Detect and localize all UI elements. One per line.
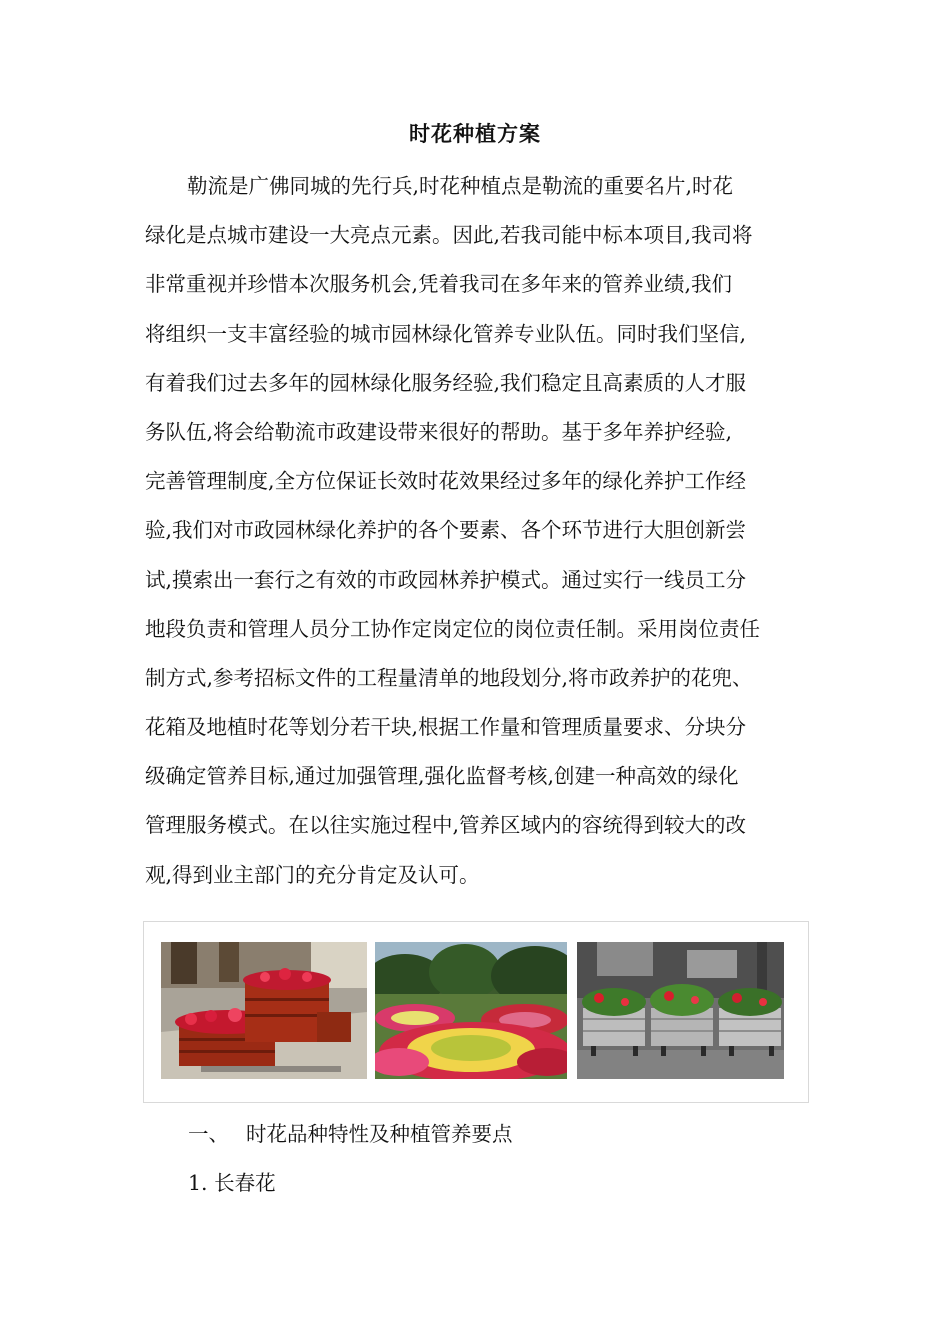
paragraph-line: 非常重视并珍惜本次服务机会,凭着我司在多年来的管养业绩,我们 <box>145 272 733 297</box>
wooden-flower-planter-photo <box>161 942 367 1079</box>
paragraph-line: 验,我们对市政园林绿化养护的各个要素、各个环节进行大胆创新尝 <box>145 518 747 543</box>
section-number: 一、 <box>188 1122 229 1146</box>
photo-strip <box>143 921 809 1103</box>
paragraph-line: 管理服务模式。在以往实施过程中,管养区域内的容统得到较大的改 <box>145 813 747 838</box>
paragraph-line: 制方式,参考招标文件的工程量清单的地段划分,将市政养护的花兜、 <box>145 665 753 690</box>
paragraph-line: 绿化是点城市建设一大亮点元素。因此,若我司能中标本项目,我司将 <box>145 223 753 248</box>
paragraph-line: 花箱及地植时花等划分若干块,根据工作量和管理质量要求、分块分 <box>145 715 747 740</box>
paragraph-line: 有着我们过去多年的园林绿化服务经验,我们稳定且高素质的人才服 <box>145 370 747 395</box>
paragraph-line: 级确定管养目标,通过加强管理,强化监督考核,创建一种高效的绿化 <box>145 764 739 789</box>
street-planter-boxes-photo <box>577 942 784 1079</box>
paragraph-line: 试,摸索出一套行之有效的市政园林养护模式。通过实行一线员工分 <box>145 567 747 592</box>
intro-paragraph <box>145 162 813 900</box>
paragraph-line: 完善管理制度,全方位保证长效时花效果经过多年的绿化养护工作经 <box>145 469 747 494</box>
paragraph-line: 务队伍,将会给勒流市政建设带来很好的帮助。基于多年养护经验, <box>145 419 733 444</box>
paragraph-line: 观,得到业主部门的充分肯定及认可。 <box>145 862 480 887</box>
subsection-heading-1-1: 1. 长春花 <box>188 1171 276 1195</box>
section-heading-1 <box>188 1117 513 1147</box>
paragraph-line: 勒流是广佛同城的先行兵,时花种植点是勒流的重要名片,时花 <box>187 174 734 198</box>
paragraph-line: 地段负责和管理人员分工协作定岗定位的岗位责任制。采用岗位责任 <box>145 616 760 641</box>
section-title: 时花品种特性及种植管养要点 <box>246 1122 513 1146</box>
paragraph-line: 将组织一支丰富经验的城市园林绿化管养专业队伍。同时我们坚信, <box>145 321 747 346</box>
document-title: 时花种植方案 <box>409 122 541 146</box>
flower-bed-garden-photo <box>375 942 567 1079</box>
